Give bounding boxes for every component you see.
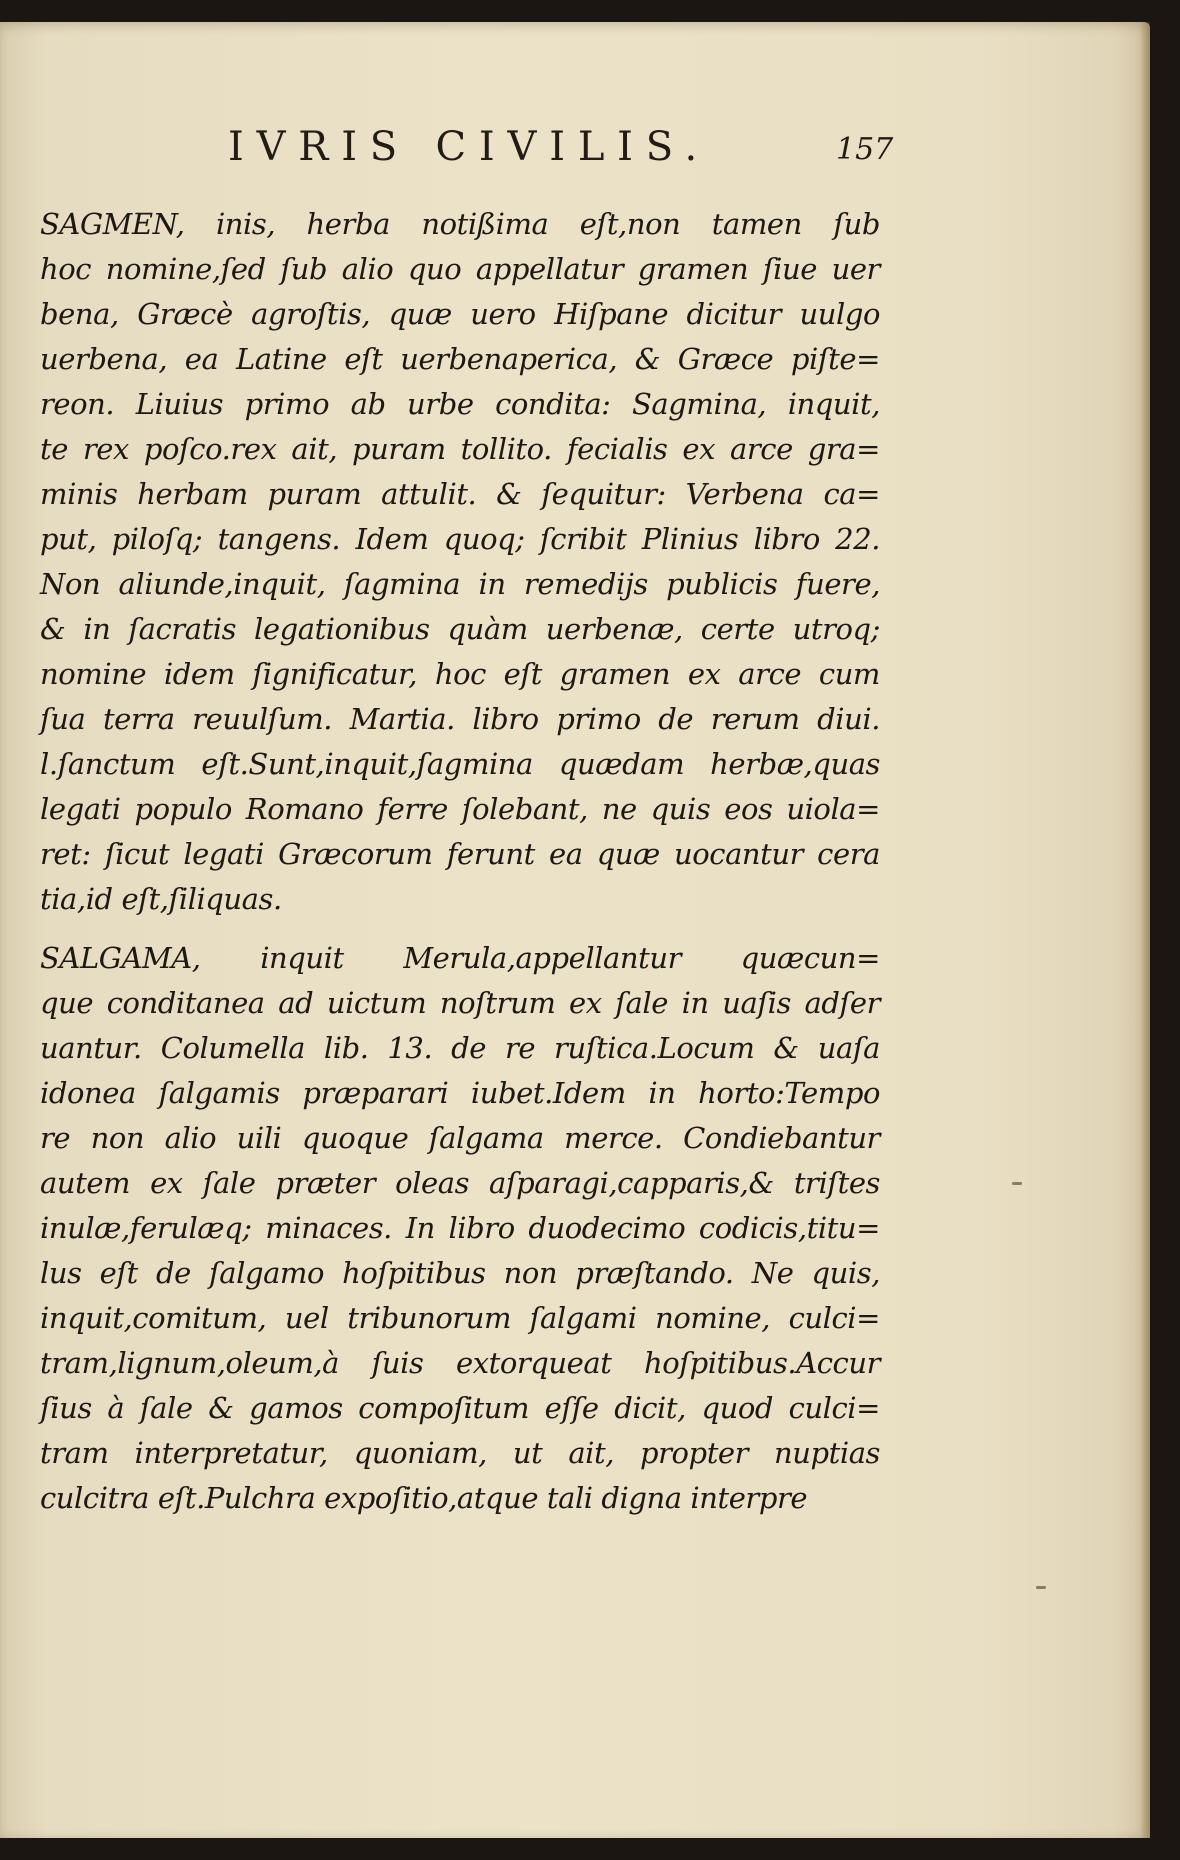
book-page bbox=[0, 22, 1150, 1838]
text-line: tram interpretatur, quoniam, ut ait, propter nuptias bbox=[40, 1436, 880, 1470]
text-line: ſius à ſale & gamos compoſitum eſſe dicit, quod culci= bbox=[40, 1391, 880, 1425]
text-line: culcitra eſt.Pulchra expoſitio,atque tali digna interpre bbox=[40, 1481, 808, 1515]
text-line: legati populo Romano ferre ſolebant, ne quis eos uiola= bbox=[40, 792, 880, 826]
text-line: re non alio uili quoque ſalgama merce. Condiebantur bbox=[40, 1121, 880, 1155]
text-line: te rex poſco.rex ait, puram tollito. fecialis ex arce gra= bbox=[40, 432, 880, 466]
text-line: l.ſanctum eſt.Sunt,inquit,ſagmina quædam herbæ,quas bbox=[40, 747, 880, 781]
margin-mark bbox=[1012, 1182, 1022, 1185]
paragraph bbox=[40, 936, 880, 1521]
text-line: que conditanea ad uictum noſtrum ex ſale in uaſis adſer bbox=[40, 986, 880, 1020]
running-head: IVRIS CIVILIS. bbox=[228, 124, 711, 170]
text-line: lus eſt de ſalgamo hoſpitibus non præſtando. Ne quis, bbox=[40, 1256, 880, 1290]
text-line: Non aliunde,inquit, ſagmina in remedijs publicis fuere, bbox=[40, 567, 880, 601]
paragraph-gap bbox=[40, 922, 880, 936]
text-line: put, piloſq; tangens. Idem quoq; ſcribit Plinius libro 22. bbox=[40, 522, 880, 556]
text-line: uerbena, ea Latine eſt uerbenaperica, & Græce piſte= bbox=[40, 342, 880, 376]
text-line: autem ex ſale præter oleas aſparagi,capparis,& triſtes bbox=[40, 1166, 880, 1200]
text-line: SAGMEN, inis, herba notißima eſt,non tamen ſub bbox=[40, 207, 880, 241]
text-line: SALGAMA, inquit Merula,appellantur quæcun= bbox=[40, 941, 880, 975]
text-line: tia,id eſt,ſiliquas. bbox=[40, 882, 282, 916]
text-line: inquit,comitum, uel tribunorum ſalgami nomine, culci= bbox=[40, 1301, 880, 1335]
margin-mark bbox=[1036, 1586, 1046, 1589]
page-header bbox=[40, 118, 1060, 178]
text-block bbox=[40, 202, 880, 1521]
text-line: reon. Liuius primo ab urbe condita: Sagmina, inquit, bbox=[40, 387, 880, 421]
text-line: nomine idem ſignificatur, hoc eſt gramen ex arce cum bbox=[40, 657, 880, 691]
page-number: 157 bbox=[836, 132, 894, 167]
text-line: idonea ſalgamis præparari iubet.Idem in horto:Tempo bbox=[40, 1076, 880, 1110]
text-line: minis herbam puram attulit. & ſequitur: Verbena ca= bbox=[40, 477, 880, 511]
text-line: ſua terra reuulſum. Martia. libro primo de rerum diui. bbox=[40, 702, 880, 736]
text-line: ret: ſicut legati Græcorum ferunt ea quæ uocantur cera bbox=[40, 837, 880, 871]
text-line: tram,lignum,oleum,à ſuis extorqueat hoſpitibus.Accur bbox=[40, 1346, 880, 1380]
text-line: hoc nomine,ſed ſub alio quo appellatur gramen ſiue uer bbox=[40, 252, 880, 286]
text-line: & in ſacratis legationibus quàm uerbenæ, certe utroq; bbox=[40, 612, 880, 646]
text-line: uantur. Columella lib. 13. de re ruſtica.Locum & uaſa bbox=[40, 1031, 880, 1065]
page-edge-shadow bbox=[1140, 22, 1150, 1838]
text-line: inulæ,ferulæq; minaces. In libro duodecimo codicis,titu= bbox=[40, 1211, 880, 1245]
text-line: bena, Græcè agroſtis, quæ uero Hiſpane dicitur uulgo bbox=[40, 297, 880, 331]
paragraph bbox=[40, 202, 880, 922]
